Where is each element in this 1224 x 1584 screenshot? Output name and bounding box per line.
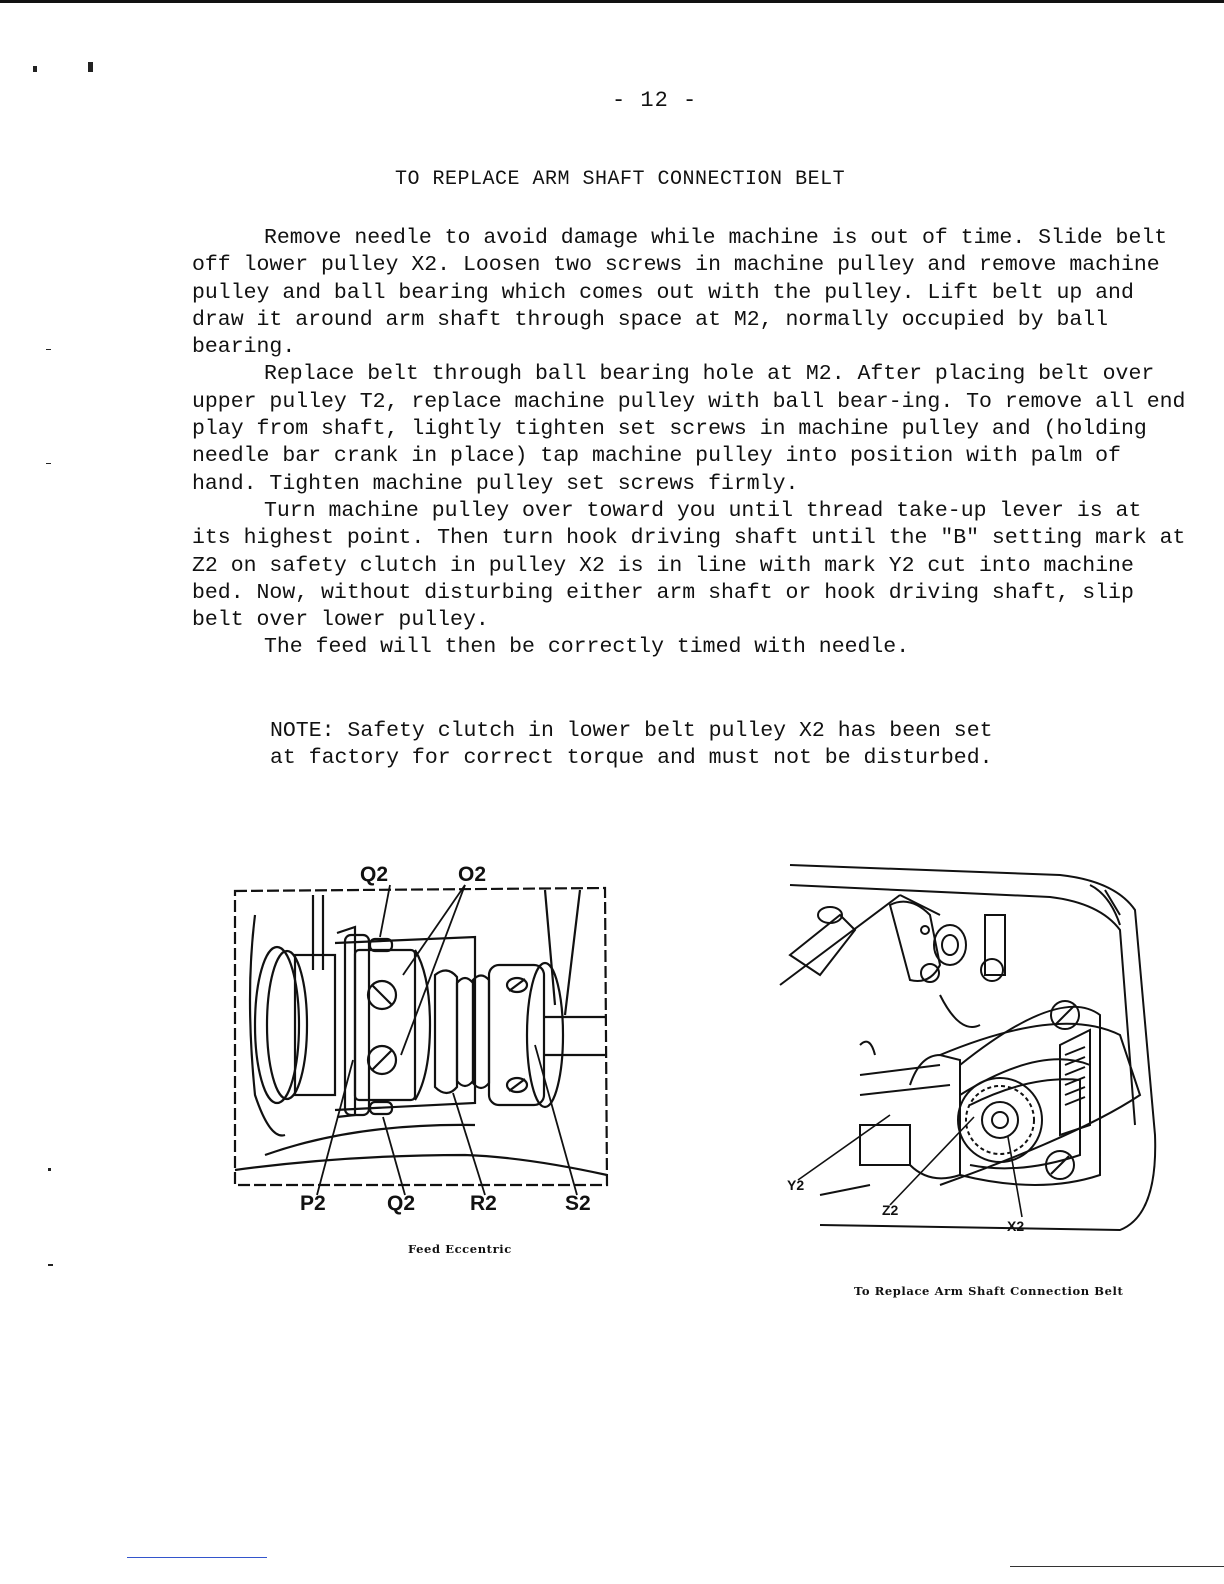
paragraph: Turn machine pulley over toward you until thread take-up lever is at its highest point. Then turn hook driving shaft until the "B" setting mark at Z2 on safety clutch in pulley X2 is in line with mark Y2 cut into machine bed. Now, without disturbing either arm shaft or hook driving shaft, slip belt over lower pulley. <box>192 498 1186 633</box>
margin-mark <box>46 463 51 464</box>
margin-mark <box>88 62 93 72</box>
bottom-link-rule <box>127 1557 267 1558</box>
paragraph: Remove needle to avoid damage while machine is out of time. Slide belt off lower pulley X2. Loosen two screws in machine pulley and remove machine pulley and ball bearing which comes out with the pulley. Lift belt up and draw it around arm shaft through space at M2, normally occupied by ball bearing. <box>192 226 1168 360</box>
label-r2: R2 <box>470 1192 497 1215</box>
section-heading: TO REPLACE ARM SHAFT CONNECTION BELT <box>395 168 846 191</box>
margin-mark <box>48 1168 51 1171</box>
label-z2: Z2 <box>882 1202 899 1218</box>
arm-shaft-belt-figure <box>760 855 1170 1245</box>
caption-arm-shaft-belt: To Replace Arm Shaft Connection Belt <box>854 1284 1124 1298</box>
label-o2: O2 <box>458 863 487 886</box>
margin-mark <box>46 349 51 350</box>
label-x2: X2 <box>1007 1218 1025 1234</box>
margin-mark <box>33 66 37 72</box>
label-s2: S2 <box>565 1192 591 1215</box>
label-q2: Q2 <box>360 863 389 886</box>
label-p2: P2 <box>300 1192 326 1215</box>
page-number: - 12 - <box>612 88 698 113</box>
bottom-rule <box>1010 1566 1224 1567</box>
caption-feed-eccentric: Feed Eccentric <box>408 1242 512 1256</box>
body-text <box>192 225 1192 662</box>
margin-mark <box>48 1264 53 1266</box>
top-rule <box>0 0 1224 3</box>
label-y2: Y2 <box>787 1177 805 1193</box>
note <box>270 718 1170 773</box>
paragraph: The feed will then be correctly timed with needle. <box>264 635 910 660</box>
note-line: at factory for correct torque and must not be disturbed. <box>270 746 993 771</box>
note-line: NOTE: Safety clutch in lower belt pulley X2 has been set <box>270 719 993 743</box>
label-q2: Q2 <box>387 1192 416 1215</box>
feed-eccentric-figure <box>225 855 625 1220</box>
paragraph: Replace belt through ball bearing hole at M2. After placing belt over upper pulley T2, replace machine pulley with ball bear-ing. To remove all end play from shaft, lightly tighten set screws in machine pulley and (holding needle bar crank in place) tap machine pulley into position with palm of hand. Tighten machine pulley set screws firmly. <box>192 362 1186 496</box>
